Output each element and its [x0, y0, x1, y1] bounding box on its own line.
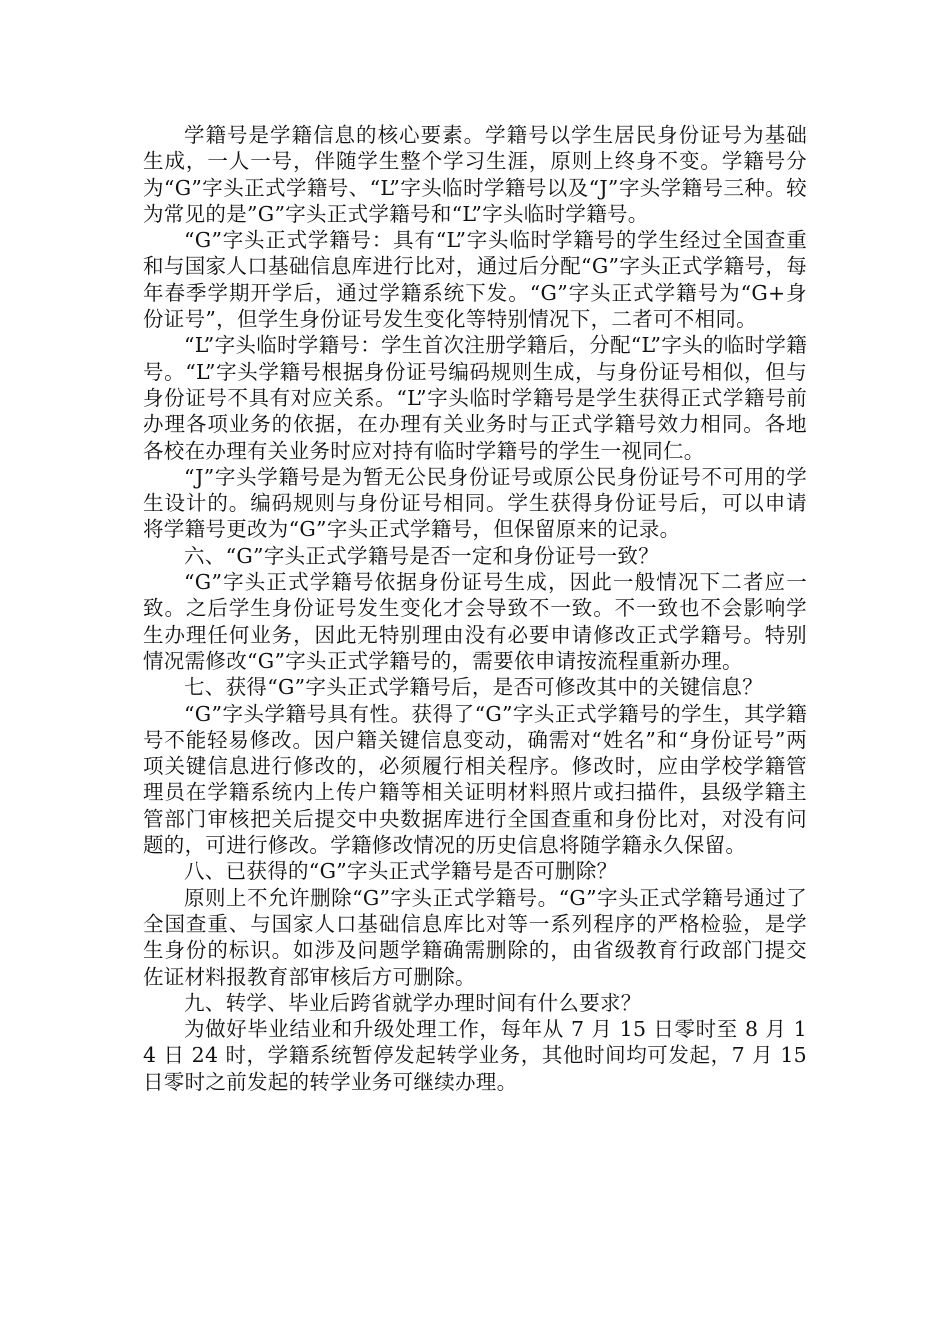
section-heading-9: 九、转学、毕业后跨省就学办理时间有什么要求？	[184, 990, 642, 1015]
paragraph-section-6: “G”字头正式学籍号依据身份证号生成，因此一般情况下二者应一致。之后学生身份证号发生变化才会导致不一致。不一致也不会影响学生办理任何业务，因此无特别理由没有必要申请修改正式学籍号。特别情况需修改“G”字头正式学籍号的，需要依申请按流程重新办理。	[143, 570, 807, 673]
paragraph-section-8: 原则上不允许删除“G”字头正式学籍号。“G”字头正式学籍号通过了全国查重、与国家人口基础信息库比对等一系列程序的严格检验，是学生身份的标识。如涉及问题学籍确需删除的，由省级教育行政部门提交佐证材料报教育部审核后方可删除。	[143, 885, 807, 989]
section-heading-6: 六、“G”字头正式学籍号是否一定和身份证号一致？	[184, 543, 660, 568]
document-body	[143, 122, 807, 1095]
paragraph-student-id-overview: 学籍号是学籍信息的核心要素。学籍号以学生居民身份证号为基础生成，一人一号，伴随学生整个学习生涯，原则上终身不变。学籍号分为“G”字头正式学籍号、“L”字头临时学籍号以及“J”字头学籍号三种。较为常见的是”G”字头正式学籍号和“L”字头临时学籍号。	[143, 123, 807, 226]
section-heading-7: 七、获得“G”字头正式学籍号后，是否可修改其中的关键信息？	[184, 675, 764, 700]
section-heading-8: 八、已获得的“G”字头正式学籍号是否可删除？	[184, 859, 618, 884]
paragraph-l-prefix-id: “L”字头临时学籍号：学生首次注册学籍后，分配“L”字头的临时学籍号。“L”字头学籍号根据身份证号编码规则生成，与身份证号相似，但与身份证号不具有对应关系。“L”字头临时学籍号是学生获得正式学籍号前办理各项业务的依据，在办理有关业务时与正式学籍号效力相同。各地各校在办理有关业务时应对持有临时学籍号的学生一视同仁。	[143, 333, 807, 463]
paragraph-g-prefix-id: “G”字头正式学籍号：具有“L”字头临时学籍号的学生经过全国查重和与国家人口基础信息库进行比对，通过后分配“G”字头正式学籍号，每年春季学期开学后，通过学籍系统下发。“G”字头正式学籍号为“G+身份证号”，但学生身份证号发生变化等特别情况下，二者可不相同。	[143, 228, 807, 332]
paragraph-section-7: “G”字头学籍号具有性。获得了“G”字头正式学籍号的学生，其学籍号不能轻易修改。因户籍关键信息变动，确需对“姓名”和“身份证号”两项关键信息进行修改的，必须履行相关程序。修改时，应由学校学籍管理员在学籍系统内上传户籍等相关证明材料照片或扫描件，县级学籍主管部门审核把关后提交中央数据库进行全国查重和身份比对，对没有问题的，可进行修改。学籍修改情况的历史信息将随学籍永久保留。	[143, 701, 807, 858]
paragraph-j-prefix-id: “J”字头学籍号是为暂无公民身份证号或原公民身份证号不可用的学生设计的。编码规则与身份证号相同。学生获得身份证号后，可以申请将学籍号更改为“G”字头正式学籍号，但保留原来的记录。	[143, 464, 807, 542]
paragraph-section-9: 为做好毕业结业和升级处理工作，每年从 7 月 15 日零时至 8 月 14 日 24 时，学籍系统暂停发起转学业务，其他时间均可发起，7 月 15 日零时之前发起的转学业务可继续办理。	[143, 1017, 807, 1094]
